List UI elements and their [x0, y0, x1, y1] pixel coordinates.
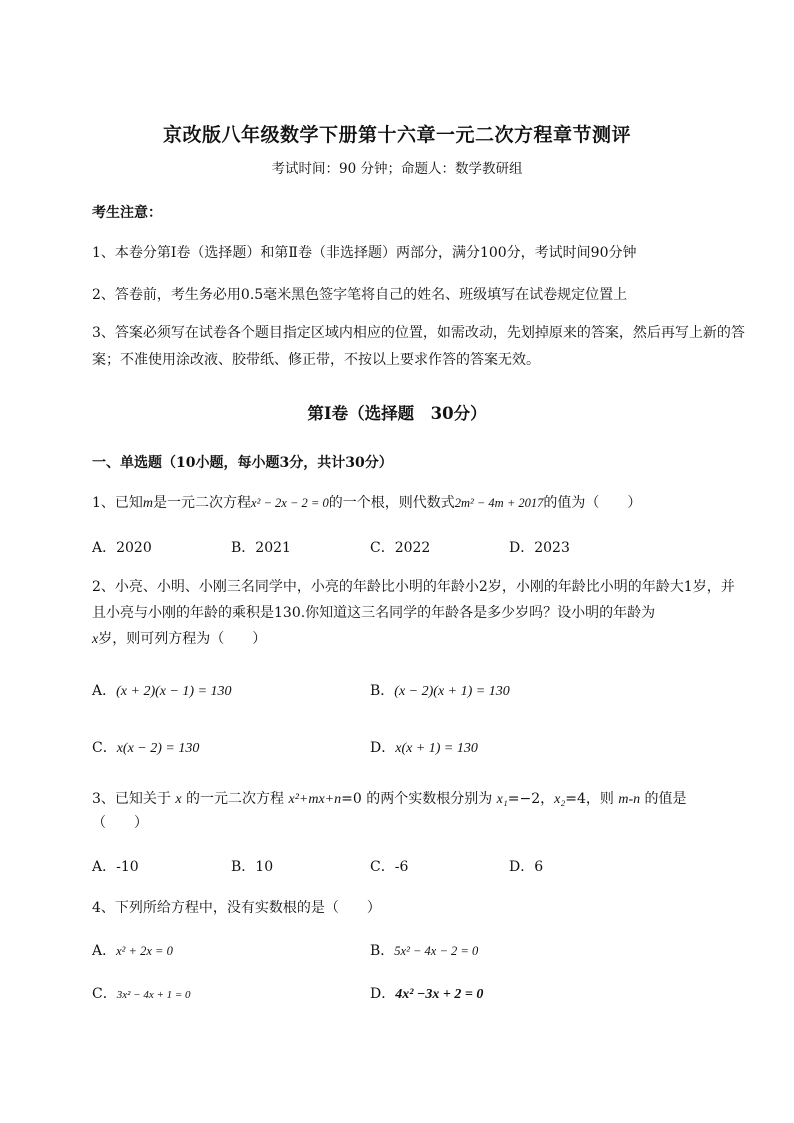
q1-text-a: 1、已知 [92, 495, 143, 511]
question-4-stem: 4、下列所给方程中，没有实数根的是（ ） [92, 900, 381, 916]
q3-text-a: 3、已知关于 [92, 791, 176, 807]
q1-option-d[interactable]: D．2023 [509, 540, 570, 556]
q4-option-b-label: B． [370, 943, 395, 959]
q3-option-b[interactable]: B．10 [231, 859, 274, 875]
q3-option-c[interactable]: C．-6 [370, 859, 409, 875]
q2-option-b[interactable] [370, 680, 510, 700]
q3-equation: x²+mx+n [288, 792, 342, 807]
notes-heading: 考生注意： [92, 205, 162, 221]
q1-var-m: m [142, 496, 154, 511]
q2-option-a-label: A． [92, 683, 117, 699]
q2-option-d-label: D． [370, 740, 396, 756]
q3-text-b: 的一元二次方程 [181, 791, 289, 807]
q1-option-a[interactable]: A．2020 [92, 540, 152, 556]
q3-var-x: x [175, 792, 182, 807]
q2-text: 2、小亮、小明、小刚三名同学中，小亮的年龄比小明的年龄小2岁，小刚的年龄比小明的年龄大1岁，并且小亮与小刚的年龄的乘积是130.你知道这三名同学的年龄各是多少岁吗？设小明的年龄为 [92, 579, 735, 621]
question-1-stem [92, 492, 641, 512]
q3-option-a[interactable]: A．-10 [92, 859, 139, 875]
q2-option-c-label: C． [92, 740, 117, 756]
q3-answer-blank: （ ） [92, 815, 148, 831]
q1-option-c[interactable]: C．2022 [370, 540, 431, 556]
q2-option-c-math: x(x − 2) = 130 [116, 741, 200, 756]
q4-option-d-label: D． [370, 986, 396, 1002]
q3-root-2: x₂ [554, 792, 566, 807]
q1-text-b: 是一元二次方程 [153, 495, 252, 511]
q2-option-b-math: (x − 2)(x + 1) = 130 [394, 684, 510, 699]
q4-option-a-label: A． [92, 943, 117, 959]
q1-text-c: 的一个根，则代数式 [328, 495, 455, 511]
q4-option-d[interactable] [370, 983, 483, 1003]
q3-text-c: =0 的两个实数根分别为 [341, 791, 497, 807]
q4-option-c-math: 3x² − 4x + 1 = 0 [116, 989, 191, 1001]
note-item-2: 2、答卷前，考生务必用0.5毫米黑色签字笔将自己的姓名、班级填写在试卷规定位置上 [92, 287, 628, 303]
q3-text-d: =−2， [507, 791, 555, 807]
q2-option-b-label: B． [370, 683, 395, 699]
q4-option-b[interactable] [370, 940, 478, 960]
q3-m-minus-n: m-n [618, 792, 641, 807]
q2-option-a[interactable] [92, 680, 232, 700]
q3-text-e: =4，则 [565, 791, 619, 807]
note-item-3: 3、答案必须写在试卷各个题目指定区域内相应的位置，如需改动，先划掉原来的答案，然后再写上新的答案；不准使用涂改液、胶带纸、修正带，不按以上要求作答的答案无效。 [92, 325, 745, 368]
q1-option-b[interactable]: B．2021 [231, 540, 291, 556]
q3-option-d[interactable]: D．6 [509, 859, 544, 875]
q2-option-d[interactable] [370, 737, 478, 757]
q3-text-f: 的值是 [640, 791, 687, 807]
q1-text-d: 的值为（ ） [543, 495, 642, 511]
q1-equation: x² − 2x − 2 = 0 [251, 496, 329, 510]
question-2-stem [92, 574, 747, 653]
q4-option-c-label: C． [92, 986, 117, 1002]
q2-var-x: x [92, 632, 99, 647]
note-item-1: 1、本卷分第Ⅰ卷（选择题）和第Ⅱ卷（非选择题）两部分，满分100分，考试时间90分钟 [92, 245, 637, 261]
section-heading: 一、单选题（10小题，每小题3分，共计30分） [92, 455, 393, 471]
q2-option-c[interactable] [92, 737, 199, 757]
q1-expression: 2m² − 4m + 2017 [454, 496, 544, 510]
q2-option-a-math: (x + 2)(x − 1) = 130 [116, 684, 232, 699]
q2-option-d-math: x(x + 1) = 130 [395, 741, 478, 756]
q4-option-c[interactable] [92, 983, 191, 1003]
q4-option-a-math: x² + 2x = 0 [116, 944, 173, 958]
exam-subtitle: 考试时间：90 分钟；命题人：数学教研组 [271, 161, 523, 177]
page-title: 京改版八年级数学下册第十六章一元二次方程章节测评 [162, 124, 631, 146]
q4-option-a[interactable] [92, 940, 173, 960]
question-3-stem [92, 788, 687, 808]
q4-option-d-math: 4x² −3x + 2 = 0 [395, 987, 484, 1002]
q3-root-1: x₁ [496, 792, 508, 807]
q4-option-b-math: 5x² − 4x − 2 = 0 [394, 944, 479, 958]
part1-title: 第Ⅰ卷（选择题 30分） [307, 404, 487, 423]
q2-text-end: 岁，则可列方程为（ ） [98, 631, 267, 647]
